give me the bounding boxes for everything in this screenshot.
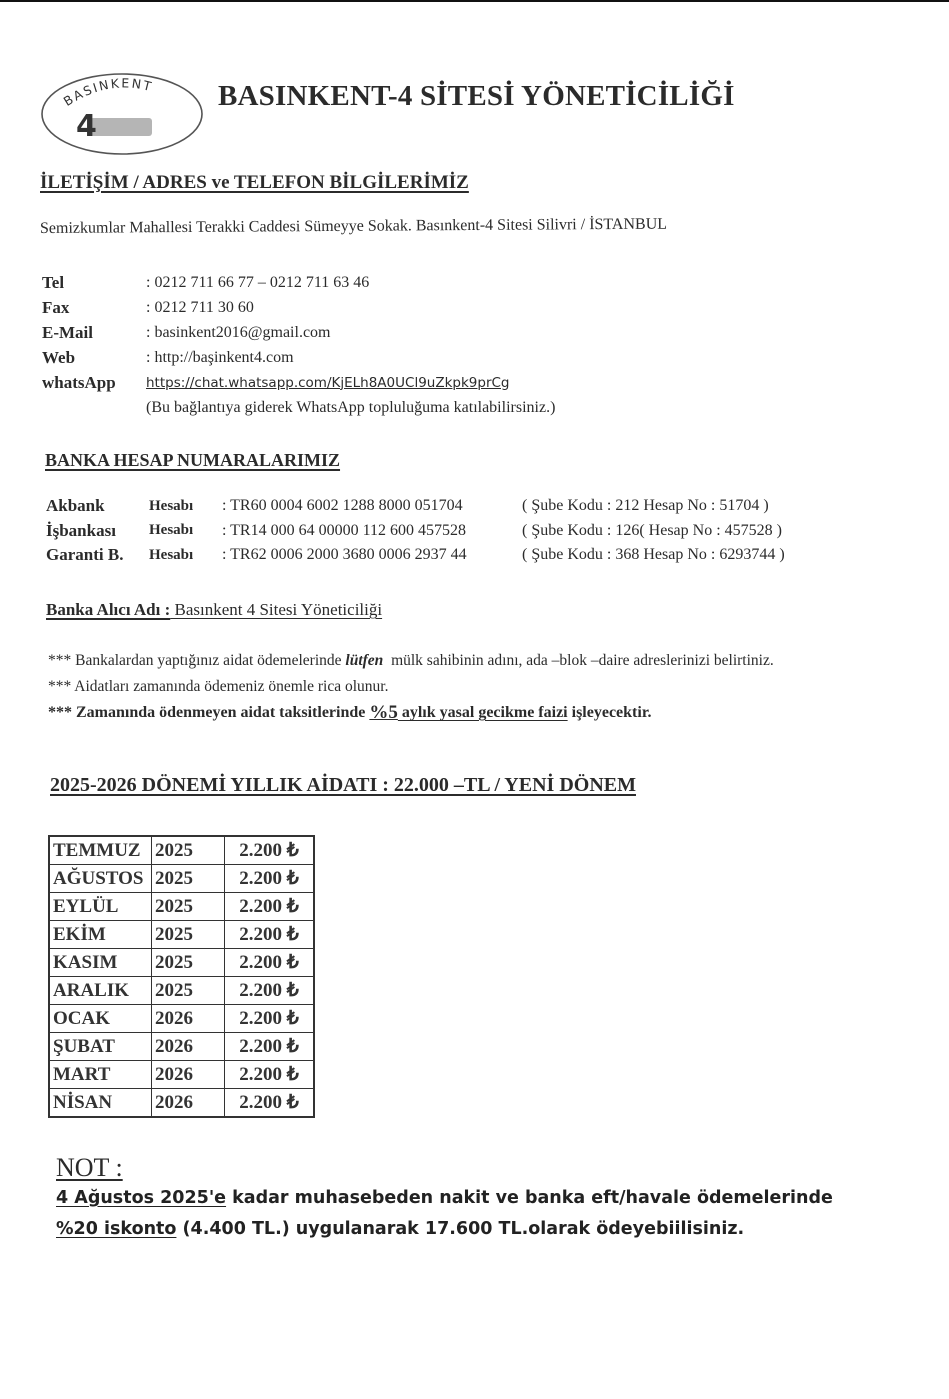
contact-row-fax [42, 295, 555, 320]
table-row [49, 1033, 314, 1061]
branch-info: ( Şube Kodu : 126( Hesap No : 457528 ) [522, 521, 782, 539]
page-title: BASINKENT-4 SİTESİ YÖNETİCİLİĞİ [218, 80, 735, 112]
year-cell: 2025 [152, 921, 225, 949]
note-text-rest: (4.400 TL.) uygulanarak 17.600 TL.olarak ödeyebiilisiniz. [176, 1219, 745, 1239]
notice-text: *** Zamanında ödenmeyen aidat taksitlerinde [48, 704, 370, 721]
year-cell: 2026 [152, 1089, 225, 1118]
address-text: Semizkumlar Mahallesi Terakki Caddesi Sümeyye Sokak. Basınkent-4 Sitesi Silivri / İSTANBUL [39, 215, 668, 237]
table-row [49, 865, 314, 893]
note-line-2 [56, 1214, 833, 1245]
notice-text: işleyecektir. [567, 704, 652, 721]
year-cell: 2025 [152, 865, 225, 893]
table-row [49, 1089, 314, 1118]
iban: : TR14 000 64 00000 112 600 457528 [222, 521, 467, 539]
phone-value: : 0212 711 66 77 – 0212 711 63 46 [146, 273, 370, 291]
note-title: NOT : [56, 1153, 123, 1182]
notice-text: mülk sahibinin adını, ada –blok –daire adreslerinizi belirtiniz. [383, 652, 774, 669]
basinkent-logo [40, 72, 204, 156]
notice-text: *** Bankalardan yaptığınız aidat ödemelerinde [48, 652, 346, 669]
month-cell: EYLÜL [49, 893, 152, 921]
branch-info: ( Şube Kodu : 212 Hesap No : 51704 ) [522, 497, 769, 515]
year-cell: 2025 [152, 949, 225, 977]
table-row [49, 977, 314, 1005]
logo-gray-block [90, 118, 152, 136]
discount-rate: %20 iskonto [56, 1219, 177, 1239]
month-cell: MART [49, 1061, 152, 1089]
recipient-line [46, 600, 382, 620]
bank-row [46, 543, 785, 568]
year-cell: 2025 [152, 977, 225, 1005]
contact-row-email [42, 320, 555, 345]
whatsapp-note: (Bu bağlantıya giderek WhatsApp topluluğuma katılabilirsiniz.) [146, 398, 556, 416]
late-fee-rate: %5 [369, 702, 398, 723]
email-value: : basinkent2016@gmail.com [146, 323, 331, 341]
notice-emphasis: lütfen [345, 652, 384, 669]
month-cell: EKİM [49, 921, 152, 949]
table-row [49, 949, 314, 977]
table-row [49, 836, 314, 865]
account-type: Hesabı [149, 497, 194, 514]
contact-row-web [42, 345, 555, 370]
iban: : TR60 0004 6002 1288 8000 051704 [222, 497, 463, 515]
branch-info: ( Şube Kodu : 368 Hesap No : 6293744 ) [522, 546, 785, 564]
amount-cell: 2.200 ₺ [225, 1061, 315, 1089]
contact-label: Fax [42, 297, 70, 317]
note-text [56, 1183, 833, 1245]
account-type: Hesabı [149, 546, 194, 563]
contact-heading: İLETİŞİM / ADRES ve TELEFON BİLGİLERİMİZ [40, 172, 469, 193]
svg-text:BASINKENT [61, 75, 155, 109]
fax-value: : 0212 711 30 60 [146, 298, 254, 316]
table-row [49, 893, 314, 921]
month-cell: AĞUSTOS [49, 865, 152, 893]
year-cell: 2025 [152, 893, 225, 921]
contact-label: whatsApp [42, 372, 116, 392]
contact-label: E-Mail [42, 322, 93, 342]
bank-heading: BANKA HESAP NUMARALARIMIZ [45, 450, 341, 470]
notice-line-3 [48, 700, 774, 726]
note-text-rest: kadar muhasebeden nakit ve banka eft/havale ödemelerinde [226, 1188, 833, 1208]
web-value: : http://başinkent4.com [146, 348, 294, 366]
bank-name: İşbankası [46, 520, 116, 540]
year-cell: 2026 [152, 1033, 225, 1061]
contact-list [42, 270, 555, 420]
amount-cell: 2.200 ₺ [225, 921, 315, 949]
notice-line-2: *** Aidatları zamanında ödemeniz önemle rica olunur. [48, 678, 389, 695]
amount-cell: 2.200 ₺ [225, 1033, 315, 1061]
amount-cell: 2.200 ₺ [225, 949, 315, 977]
dues-table [48, 835, 315, 1118]
logo-number: 4 [76, 109, 97, 144]
contact-row-tel [42, 270, 555, 295]
note-line-1 [56, 1183, 833, 1214]
year-cell: 2026 [152, 1061, 225, 1089]
year-cell: 2026 [152, 1005, 225, 1033]
bank-accounts [46, 494, 785, 568]
amount-cell: 2.200 ₺ [225, 836, 315, 865]
notice-line-1 [48, 648, 774, 674]
contact-row-whatsapp [42, 370, 555, 395]
month-cell: NİSAN [49, 1089, 152, 1118]
amount-cell: 2.200 ₺ [225, 1089, 315, 1118]
table-row [49, 1005, 314, 1033]
bank-row [46, 519, 785, 544]
discount-deadline: 4 Ağustos 2025'e [56, 1188, 227, 1208]
notices [48, 648, 774, 726]
month-cell: OCAK [49, 1005, 152, 1033]
bank-name: Akbank [46, 496, 105, 516]
amount-cell: 2.200 ₺ [225, 893, 315, 921]
bank-name: Garanti B. [46, 545, 124, 565]
whatsapp-link[interactable]: https://chat.whatsapp.com/KjELh8A0UCl9uZkpk9prCg [146, 374, 510, 391]
month-cell: ARALIK [49, 977, 152, 1005]
iban: : TR62 0006 2000 3680 0006 2937 44 [222, 546, 467, 564]
page-top-edge [0, 0, 949, 2]
contact-label: Web [42, 347, 76, 367]
contact-label: Tel [42, 272, 65, 292]
recipient-label: Banka Alıcı Adı : [46, 600, 171, 619]
logo-graphic [40, 72, 204, 156]
recipient-value: Basınkent 4 Sitesi Yöneticiliği [170, 600, 383, 619]
year-cell: 2025 [152, 836, 225, 865]
table-row [49, 921, 314, 949]
table-row [49, 1061, 314, 1089]
month-cell: ŞUBAT [49, 1033, 152, 1061]
late-fee-text: aylık yasal gecikme faizi [397, 704, 568, 721]
bank-row [46, 494, 785, 519]
amount-cell: 2.200 ₺ [225, 977, 315, 1005]
logo-arc-text: BASINKENT [60, 75, 155, 109]
amount-cell: 2.200 ₺ [225, 865, 315, 893]
amount-cell: 2.200 ₺ [225, 1005, 315, 1033]
month-cell: TEMMUZ [49, 836, 152, 865]
account-type: Hesabı [149, 522, 194, 539]
month-cell: KASIM [49, 949, 152, 977]
annual-dues-heading: 2025-2026 DÖNEMİ YILLIK AİDATI : 22.000 –TL / YENİ DÖNEM [50, 774, 636, 796]
